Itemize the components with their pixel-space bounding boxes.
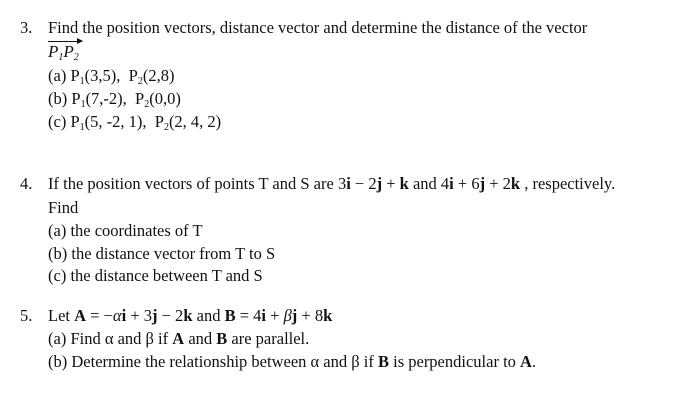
- text-segment: + 2: [485, 174, 511, 193]
- text-segment: 4: [440, 174, 450, 193]
- text-segment: and: [408, 174, 441, 193]
- question-number: 4.: [20, 174, 33, 193]
- vector-arrow-icon: [48, 41, 82, 42]
- text-segment: B: [377, 352, 389, 371]
- text-segment: (a) Find α and β if: [48, 329, 173, 348]
- text-segment: are parallel.: [227, 329, 310, 348]
- text-segment: (0,0): [149, 89, 181, 108]
- vector-p1p2: [48, 42, 79, 63]
- text-segment: A: [520, 352, 532, 371]
- text-segment: j: [291, 306, 298, 325]
- text-segment: i: [261, 306, 266, 325]
- text-segment: .: [531, 352, 537, 371]
- text-segment: k: [183, 306, 193, 325]
- text-segment: k: [399, 174, 409, 193]
- question-text: Find the position vectors, distance vector and determine the distance of the vector: [48, 18, 588, 37]
- part-c: [48, 112, 221, 138]
- text-segment: k: [323, 306, 333, 325]
- text-segment: B: [224, 306, 236, 325]
- text-segment: 2: [163, 122, 169, 133]
- part-a: (a) the coordinates of T: [48, 221, 203, 240]
- text-segment: P: [154, 112, 164, 131]
- text-segment: 2: [73, 52, 79, 63]
- text-segment: P: [71, 89, 81, 108]
- text-segment: + 8: [297, 306, 324, 325]
- text-segment: 1: [79, 76, 85, 87]
- text-segment: (a): [48, 66, 71, 85]
- text-segment: + 6: [453, 174, 480, 193]
- question-number: 3.: [20, 18, 33, 37]
- text-segment: (7,-2),: [85, 89, 127, 108]
- text-segment: (b): [48, 89, 72, 108]
- text-segment: j: [376, 174, 383, 193]
- question-number: 5.: [20, 306, 33, 325]
- text-segment: (b) Determine the relationship between α and β if: [48, 352, 378, 371]
- text-segment: 1: [79, 122, 85, 133]
- text-segment: Let: [48, 306, 75, 325]
- text-segment: + 3: [126, 306, 152, 325]
- text-segment: and: [192, 306, 225, 325]
- text-segment: P: [70, 112, 80, 131]
- text-segment: If the position vectors of points T and S are: [48, 174, 338, 193]
- text-segment: = −: [86, 306, 113, 325]
- part-c: (c) the distance between T and S: [48, 266, 263, 285]
- text-segment: j: [479, 174, 486, 193]
- text-segment: (5, -2, 1),: [84, 112, 147, 131]
- part-b: (b) the distance vector from T to S: [48, 244, 276, 263]
- text-segment: P: [70, 66, 80, 85]
- text-segment: = 4: [235, 306, 262, 325]
- text-segment: i: [346, 174, 351, 193]
- text-segment: α: [112, 306, 122, 325]
- text-segment: and: [184, 329, 217, 348]
- text-segment: P: [48, 42, 59, 61]
- text-segment: 1: [58, 52, 64, 63]
- text-segment: − 2: [350, 174, 377, 193]
- text-segment: (2,8): [142, 66, 175, 85]
- text-segment: 3: [337, 174, 347, 193]
- text-segment: 2: [137, 76, 143, 87]
- text-segment: i: [121, 306, 127, 325]
- text-segment: − 2: [157, 306, 184, 325]
- text-segment: is perpendicular to: [388, 352, 521, 371]
- find-label: Find: [48, 198, 79, 217]
- text-segment: 1: [80, 99, 86, 110]
- text-segment: P: [63, 42, 74, 61]
- part-b: [48, 352, 536, 372]
- text-segment: β: [283, 306, 292, 325]
- text-segment: k: [510, 174, 521, 193]
- text-segment: P: [128, 66, 138, 85]
- text-segment: (3,5),: [84, 66, 121, 85]
- text-segment: (c): [48, 112, 71, 131]
- text-segment: +: [382, 174, 400, 193]
- text-segment: P: [135, 89, 145, 108]
- text-segment: A: [74, 306, 87, 325]
- text-segment: +: [266, 306, 284, 325]
- text-segment: A: [172, 329, 185, 348]
- question-text: [48, 306, 332, 326]
- text-segment: i: [449, 174, 454, 193]
- text-segment: (2, 4, 2): [168, 112, 222, 131]
- text-segment: B: [216, 329, 228, 348]
- question-text: [48, 174, 615, 194]
- text-segment: j: [152, 306, 158, 325]
- part-a: [48, 329, 309, 349]
- text-segment: 2: [144, 99, 150, 110]
- text-segment: , respectively.: [520, 174, 616, 193]
